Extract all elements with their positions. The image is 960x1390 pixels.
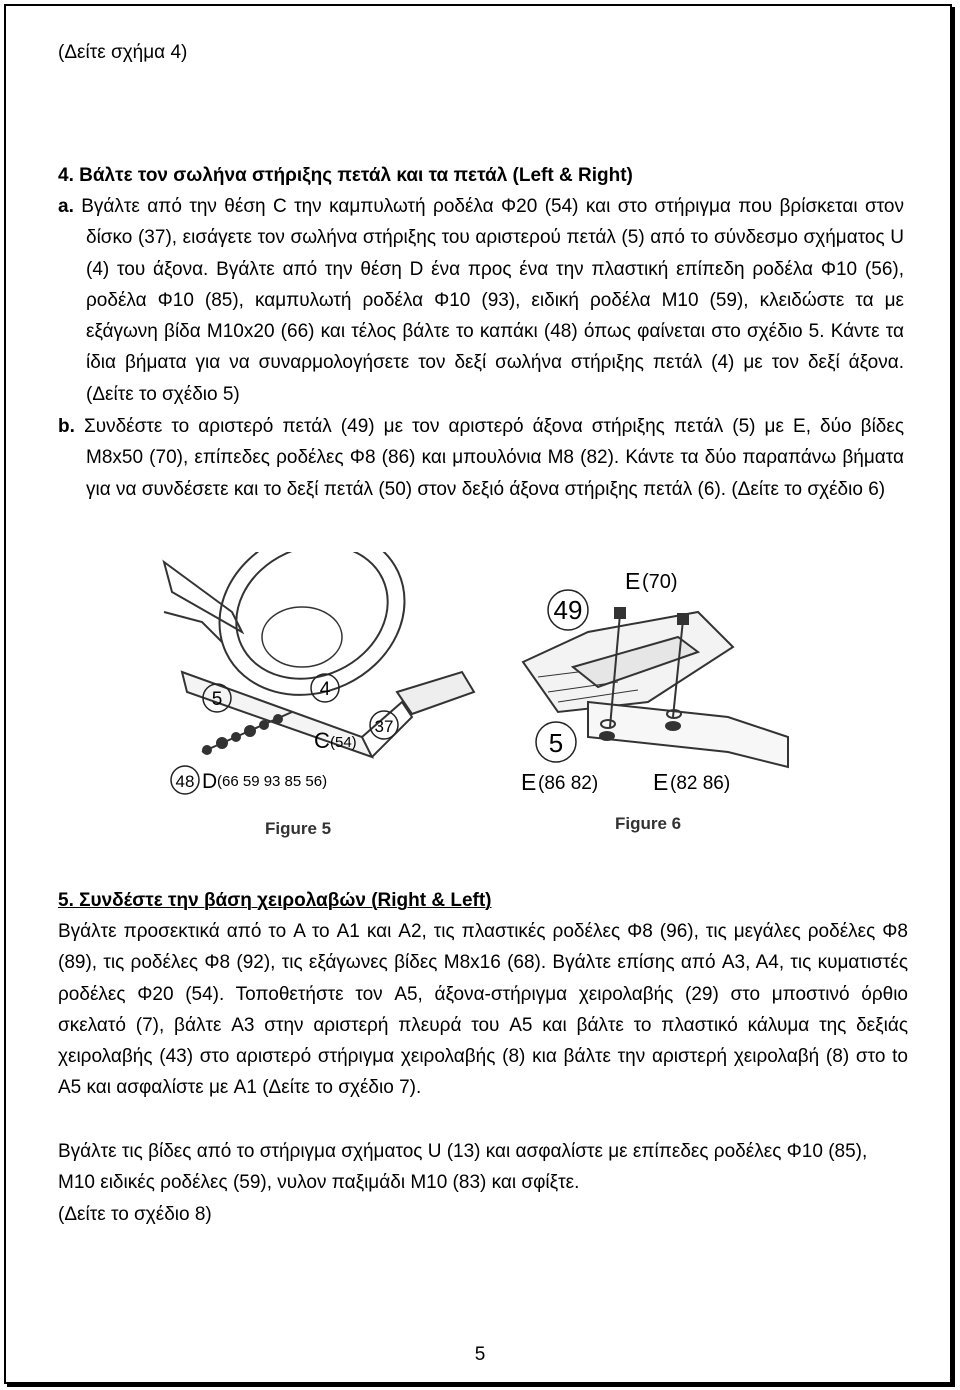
section-5-paragraph-2-text: Βγάλτε τις βίδες από το στήριγμα σχήματος U (13) και ασφαλίστε με επίπεδες ροδέλες Φ10 (85), M10 ειδικές ροδέλες (59), νυλον παξιμάδι M10 (83) και σφίξτε.: [58, 1141, 868, 1194]
fig5-label-d: D: [202, 770, 218, 793]
step-a-paragraph: [58, 191, 904, 410]
fig6-callout-49: 49: [553, 595, 583, 625]
section-5-paragraph-1: Βγάλτε προσεκτικά από το A το A1 και A2, τις πλαστικές ροδέλες Φ8 (96), τις μεγάλες ροδέλες Φ8 (89), τις ροδέλες Φ8 (92), τις εξάγωνες βίδες M8x16 (68). Βγάλτε επίσης από A3, A4, τις κυματιστές ροδέλες Φ20 (54). Τοποθετήστε τον A5, άξονα-στήριγμα χειρολαβής (29) στο μποστινό όρθιο σκελατό (7), βάλτε A3 στην αριστερή πλευρά του A5 και βάλτε το πλαστικό κάλυμα της δεξιάς χειρολαβής (43) στο αριστερό στήριγμα χειρολαβής (8) κια βάλτε την αριστερή χειρολαβή (8) στο to A5 και ασφαλίστε με A1 (Δείτε το σχέδιο 7).: [58, 921, 908, 1099]
fig5-callout-48: 48: [175, 772, 195, 791]
fig5-callout-4: 4: [319, 679, 331, 700]
figure-5: [162, 552, 482, 838]
fig6-label-e-top: E: [625, 568, 641, 594]
fig5-callout-5: 5: [211, 689, 223, 710]
step-b-label: b.: [58, 416, 75, 437]
fig5-label-c-parts: (54): [330, 734, 357, 751]
section-5-heading: 5. Συνδέστε την βάση χειρολαβών (Right & Left): [58, 890, 492, 911]
figure-5-drawing: [162, 552, 482, 817]
section-4-heading: 4. Βάλτε τον σωλήνα στήριξης πετάλ και τα πετάλ (Left & Right): [58, 165, 633, 186]
fig6-label-e-left-parts: (86 82): [538, 773, 599, 794]
fig6-callout-5: 5: [548, 728, 564, 758]
fig5-label-c: C: [314, 728, 330, 753]
fig6-label-e-left: E: [521, 769, 537, 795]
page-number: 5: [474, 1344, 486, 1365]
fig6-label-e-right: E: [653, 769, 669, 795]
section-5-figure-ref: (Δείτε το σχέδιο 8): [58, 1203, 212, 1225]
step-b-text: Συνδέστε το αριστερό πετάλ (49) με τον αριστερό άξονα στήριξης πετάλ (5) με E, δύο βίδες M8x50 (70), επίπεδες ροδέλες Φ8 (86) και μπουλόνια M8 (82). Κάντε τα δύο παραπάνω βήματα για να συνδέσετε και το δεξί πετάλ (50) στον δεξιό άξονα στήριξης πετάλ (6). (Δείτε το σχέδιο 6): [83, 416, 905, 500]
figure-6: [498, 552, 798, 833]
figure-6-caption: Figure 6: [615, 814, 682, 833]
step-b-paragraph: [58, 411, 904, 505]
intro-reference: (Δείτε σχήμα 4): [58, 42, 188, 63]
figure-5-caption: Figure 5: [265, 819, 332, 838]
step-a-label: a.: [58, 196, 74, 217]
figure-6-drawing: [498, 552, 798, 817]
fig6-label-e-right-parts: (82 86): [670, 773, 731, 794]
section-5-paragraph-2: [58, 1136, 908, 1230]
fig6-label-e-top-parts: (70): [642, 571, 678, 593]
step-a-text: Βγάλτε από την θέση C την καμπυλωτή ροδέλα Φ20 (54) και στο στήριγμα που βρίσκεται στον δίσκο (37), εισάγετε τον σωλήνα στήριξης του αριστερού πετάλ (5) από το σύνδεσμο σχήματος U (4) του άξονα. Βγάλτε από την θέση D ένα προς ένα την πλαστική επίπεδη ροδέλα Φ10 (56), ροδέλα Φ10 (85), καμπυλωτή ροδέλα Φ10 (93), ειδική ροδέλα M10 (59), κλειδώστε τα με εξάγωνη βίδα M10x20 (66) και τέλος βάλτε το καπάκι (48) όπως φαίνεται στο σχέδιο 5. Κάντε τα ίδια βήματα για να συναρμολογήσετε τον δεξί σωλήνα στήριξης πετάλ (4) με τον δεξί άξονα. (Δείτε το σχέδιο 5): [81, 196, 904, 405]
fig5-label-d-parts: (66 59 93 85 56): [217, 773, 328, 790]
fig5-callout-37: 37: [374, 717, 394, 736]
